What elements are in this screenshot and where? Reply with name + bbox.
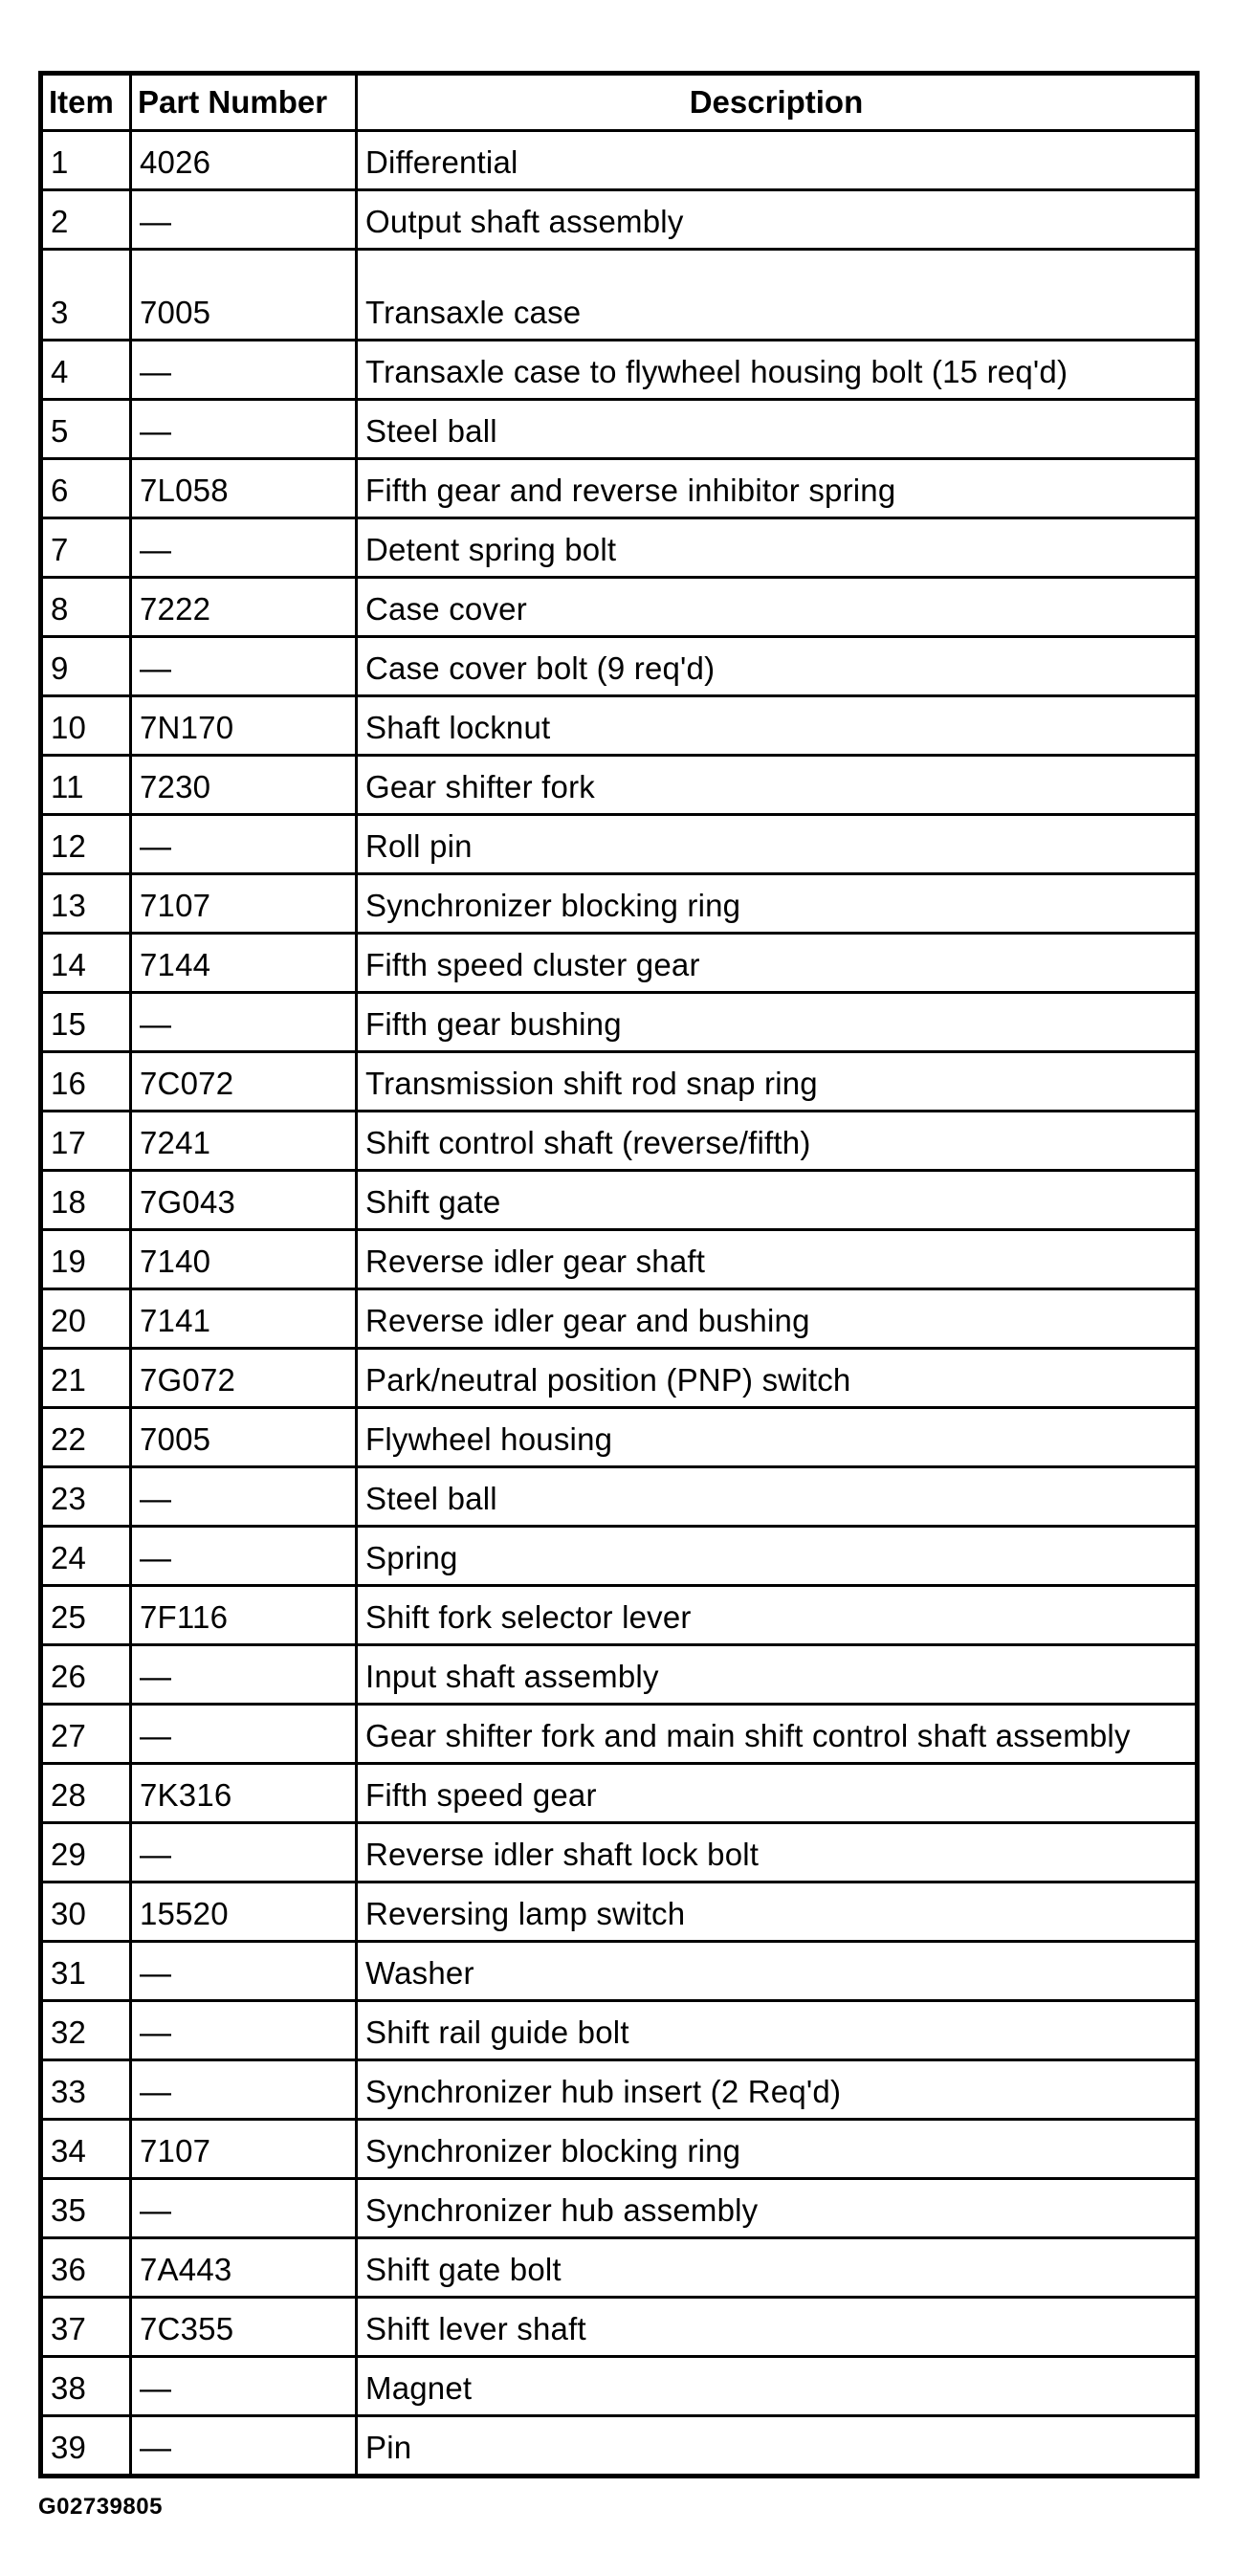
part-number-cell: 7140: [131, 1230, 357, 1289]
description-cell: Transaxle case to flywheel housing bolt (15 req'd): [357, 341, 1198, 400]
item-cell: 3: [41, 250, 131, 341]
description-cell: Case cover bolt (9 req'd): [357, 637, 1198, 696]
description-cell: Steel ball: [357, 1467, 1198, 1527]
table-row: [41, 250, 1198, 341]
part-number-cell: 7L058: [131, 459, 357, 518]
item-cell: 21: [41, 1349, 131, 1408]
table-row: [41, 815, 1198, 874]
description-cell: Synchronizer hub assembly: [357, 2179, 1198, 2238]
table-row: [41, 934, 1198, 993]
table-row: [41, 459, 1198, 518]
table-row: [41, 131, 1198, 190]
item-cell: 29: [41, 1823, 131, 1882]
item-cell: 35: [41, 2179, 131, 2238]
part-number-cell: —: [131, 518, 357, 578]
description-cell: Shift gate: [357, 1171, 1198, 1230]
item-cell: 23: [41, 1467, 131, 1527]
part-number-cell: —: [131, 2060, 357, 2120]
description-cell: Differential: [357, 131, 1198, 190]
part-number-cell: 7K316: [131, 1764, 357, 1823]
table-row: [41, 1408, 1198, 1467]
part-number-cell: —: [131, 993, 357, 1052]
description-cell: Detent spring bolt: [357, 518, 1198, 578]
table-row: [41, 2298, 1198, 2357]
table-row: [41, 993, 1198, 1052]
part-number-cell: —: [131, 1705, 357, 1764]
part-number-cell: 4026: [131, 131, 357, 190]
item-cell: 4: [41, 341, 131, 400]
description-cell: Transmission shift rod snap ring: [357, 1052, 1198, 1112]
description-cell: Reverse idler gear and bushing: [357, 1289, 1198, 1349]
description-cell: Pin: [357, 2416, 1198, 2477]
item-cell: 26: [41, 1645, 131, 1705]
description-cell: Output shaft assembly: [357, 190, 1198, 250]
part-number-cell: —: [131, 2001, 357, 2060]
description-cell: Shift fork selector lever: [357, 1586, 1198, 1645]
item-cell: 20: [41, 1289, 131, 1349]
part-number-cell: 7107: [131, 2120, 357, 2179]
part-number-cell: 7C355: [131, 2298, 357, 2357]
item-cell: 2: [41, 190, 131, 250]
table-row: [41, 578, 1198, 637]
part-number-cell: —: [131, 1823, 357, 1882]
item-cell: 36: [41, 2238, 131, 2298]
item-cell: 27: [41, 1705, 131, 1764]
table-row: [41, 1764, 1198, 1823]
part-number-cell: 7G072: [131, 1349, 357, 1408]
item-cell: 18: [41, 1171, 131, 1230]
part-number-cell: —: [131, 637, 357, 696]
table-row: [41, 1349, 1198, 1408]
part-number-cell: 7G043: [131, 1171, 357, 1230]
item-cell: 37: [41, 2298, 131, 2357]
description-cell: Case cover: [357, 578, 1198, 637]
table-row: [41, 1289, 1198, 1349]
description-cell: Synchronizer hub insert (2 Req'd): [357, 2060, 1198, 2120]
table-row: [41, 2060, 1198, 2120]
part-number-cell: —: [131, 2179, 357, 2238]
part-number-cell: 7141: [131, 1289, 357, 1349]
table-row: [41, 190, 1198, 250]
item-cell: 19: [41, 1230, 131, 1289]
header-part-number: Part Number: [131, 74, 357, 131]
table-row: [41, 1527, 1198, 1586]
description-cell: Fifth speed cluster gear: [357, 934, 1198, 993]
item-cell: 38: [41, 2357, 131, 2416]
table-header: [41, 74, 1198, 131]
description-cell: Flywheel housing: [357, 1408, 1198, 1467]
description-cell: Synchronizer blocking ring: [357, 2120, 1198, 2179]
part-number-cell: 7107: [131, 874, 357, 934]
description-cell: Reversing lamp switch: [357, 1882, 1198, 1942]
item-cell: 28: [41, 1764, 131, 1823]
description-cell: Shift lever shaft: [357, 2298, 1198, 2357]
part-number-cell: 7230: [131, 756, 357, 815]
item-cell: 7: [41, 518, 131, 578]
table-row: [41, 518, 1198, 578]
table-row: [41, 341, 1198, 400]
item-cell: 32: [41, 2001, 131, 2060]
item-cell: 31: [41, 1942, 131, 2001]
description-cell: Steel ball: [357, 400, 1198, 459]
description-cell: Washer: [357, 1942, 1198, 2001]
part-number-cell: —: [131, 400, 357, 459]
item-cell: 5: [41, 400, 131, 459]
item-cell: 10: [41, 696, 131, 756]
table-row: [41, 1112, 1198, 1171]
table-row: [41, 2238, 1198, 2298]
item-cell: 8: [41, 578, 131, 637]
table-row: [41, 2179, 1198, 2238]
item-cell: 12: [41, 815, 131, 874]
description-cell: Shift rail guide bolt: [357, 2001, 1198, 2060]
header-row: [41, 74, 1198, 131]
part-number-cell: —: [131, 815, 357, 874]
part-number-cell: —: [131, 1527, 357, 1586]
part-number-cell: 7222: [131, 578, 357, 637]
description-cell: Roll pin: [357, 815, 1198, 874]
description-cell: Input shaft assembly: [357, 1645, 1198, 1705]
item-cell: 9: [41, 637, 131, 696]
table-row: [41, 1230, 1198, 1289]
item-cell: 6: [41, 459, 131, 518]
part-number-cell: —: [131, 2416, 357, 2477]
item-cell: 17: [41, 1112, 131, 1171]
description-cell: Park/neutral position (PNP) switch: [357, 1349, 1198, 1408]
part-number-cell: 7005: [131, 250, 357, 341]
table-row: [41, 1052, 1198, 1112]
description-cell: Fifth gear bushing: [357, 993, 1198, 1052]
description-cell: Synchronizer blocking ring: [357, 874, 1198, 934]
description-cell: Gear shifter fork and main shift control shaft assembly: [357, 1705, 1198, 1764]
table-row: [41, 1823, 1198, 1882]
description-cell: Shaft locknut: [357, 696, 1198, 756]
item-cell: 22: [41, 1408, 131, 1467]
table-row: [41, 696, 1198, 756]
table-row: [41, 1882, 1198, 1942]
description-cell: Spring: [357, 1527, 1198, 1586]
part-number-cell: —: [131, 1645, 357, 1705]
table-row: [41, 1467, 1198, 1527]
part-number-cell: —: [131, 190, 357, 250]
part-number-cell: 7C072: [131, 1052, 357, 1112]
description-cell: Fifth speed gear: [357, 1764, 1198, 1823]
table-row: [41, 1942, 1198, 2001]
item-cell: 24: [41, 1527, 131, 1586]
item-cell: 25: [41, 1586, 131, 1645]
figure-code: G02739805: [38, 2494, 163, 2520]
part-number-cell: 7241: [131, 1112, 357, 1171]
table-row: [41, 637, 1198, 696]
header-item: Item: [41, 74, 131, 131]
part-number-cell: 7A443: [131, 2238, 357, 2298]
item-cell: 15: [41, 993, 131, 1052]
item-cell: 34: [41, 2120, 131, 2179]
description-cell: Shift gate bolt: [357, 2238, 1198, 2298]
item-cell: 39: [41, 2416, 131, 2477]
part-number-cell: 7005: [131, 1408, 357, 1467]
item-cell: 16: [41, 1052, 131, 1112]
table-row: [41, 1705, 1198, 1764]
part-number-cell: —: [131, 1467, 357, 1527]
item-cell: 13: [41, 874, 131, 934]
part-number-cell: 7N170: [131, 696, 357, 756]
part-number-cell: —: [131, 1942, 357, 2001]
part-number-cell: 15520: [131, 1882, 357, 1942]
item-cell: 11: [41, 756, 131, 815]
table-row: [41, 756, 1198, 815]
table-row: [41, 2120, 1198, 2179]
table-row: [41, 2357, 1198, 2416]
description-cell: Transaxle case: [357, 250, 1198, 341]
table-row: [41, 1645, 1198, 1705]
item-cell: 1: [41, 131, 131, 190]
description-cell: Reverse idler gear shaft: [357, 1230, 1198, 1289]
description-cell: Shift control shaft (reverse/fifth): [357, 1112, 1198, 1171]
description-cell: Reverse idler shaft lock bolt: [357, 1823, 1198, 1882]
parts-table: [38, 71, 1200, 2478]
part-number-cell: 7144: [131, 934, 357, 993]
table-row: [41, 400, 1198, 459]
table-row: [41, 2001, 1198, 2060]
item-cell: 33: [41, 2060, 131, 2120]
description-cell: Magnet: [357, 2357, 1198, 2416]
table-row: [41, 1171, 1198, 1230]
description-cell: Gear shifter fork: [357, 756, 1198, 815]
table-body: [41, 131, 1198, 2477]
table-row: [41, 2416, 1198, 2477]
header-description: Description: [357, 74, 1198, 131]
description-cell: Fifth gear and reverse inhibitor spring: [357, 459, 1198, 518]
table-row: [41, 1586, 1198, 1645]
item-cell: 30: [41, 1882, 131, 1942]
part-number-cell: —: [131, 2357, 357, 2416]
part-number-cell: 7F116: [131, 1586, 357, 1645]
item-cell: 14: [41, 934, 131, 993]
part-number-cell: —: [131, 341, 357, 400]
table-row: [41, 874, 1198, 934]
